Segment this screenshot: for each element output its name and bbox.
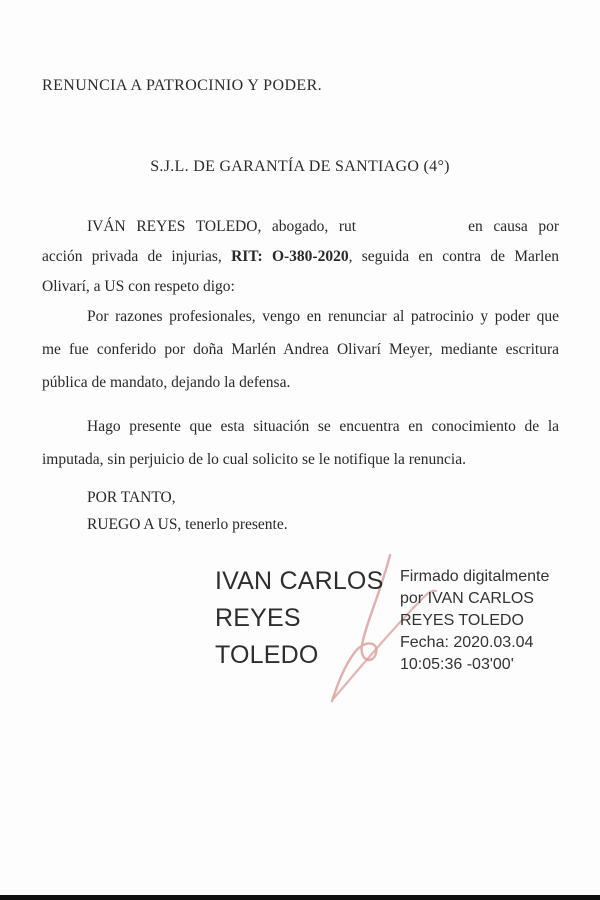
signature-detail-line: por IVAN CARLOS: [400, 590, 534, 607]
rit-number: RIT: O-380-2020: [231, 248, 349, 265]
rut-line-right: en causa por: [468, 218, 560, 235]
rit-post-text: , seguida en contra de Marlen: [348, 248, 559, 265]
paragraph-appearance: [42, 212, 559, 302]
bottom-edge-bar: [0, 895, 600, 900]
digital-signature-details: [400, 566, 549, 676]
signature-detail-line: Fecha: 2020.03.04: [400, 634, 534, 651]
document-title: RENUNCIA A PATROCINIO Y PODER.: [42, 77, 323, 94]
paragraph-notificacion: [42, 410, 559, 476]
signature-name-line: REYES: [215, 604, 301, 632]
paragraph-renuncia: [42, 300, 559, 399]
court-heading: S.J.L. DE GARANTÍA DE SANTIAGO (4°): [150, 158, 450, 175]
text-line: Olivarí, a US con respeto digo:: [42, 278, 235, 295]
signature-detail-line: 10:05:36 -03'00': [400, 656, 514, 673]
text-line: Por razones profesionales, vengo en renunciar al patrocinio y poder que: [87, 308, 559, 325]
closing-ruego: RUEGO A US, tenerlo presente.: [87, 516, 288, 533]
text-line: [42, 242, 559, 272]
signature-name-line: TOLEDO: [215, 641, 319, 669]
rut-line-left: IVÁN REYES TOLEDO, abogado, rut: [87, 218, 357, 235]
text-line: me fue conferido por doña Marlén Andrea Olivarí Meyer, mediante escritura: [42, 341, 559, 358]
signature-detail-line: REYES TOLEDO: [400, 612, 524, 629]
signature-name-line: IVAN CARLOS: [215, 567, 384, 595]
text-line: pública de mandato, dejando la defensa.: [42, 374, 291, 391]
signature-detail-line: Firmado digitalmente: [400, 568, 550, 585]
text-line: Hago presente que esta situación se encuentra en conocimiento de la: [87, 418, 559, 435]
signature-name-block: [215, 563, 383, 674]
text-line: imputada, sin perjuicio de lo cual solicito se le notifique la renuncia.: [42, 451, 466, 468]
redacted-rut-gap: [356, 230, 468, 231]
rit-pre-text: acción privada de injurias,: [42, 248, 232, 265]
closing-por-tanto: POR TANTO,: [87, 489, 176, 506]
text-line-rut: [42, 212, 559, 242]
